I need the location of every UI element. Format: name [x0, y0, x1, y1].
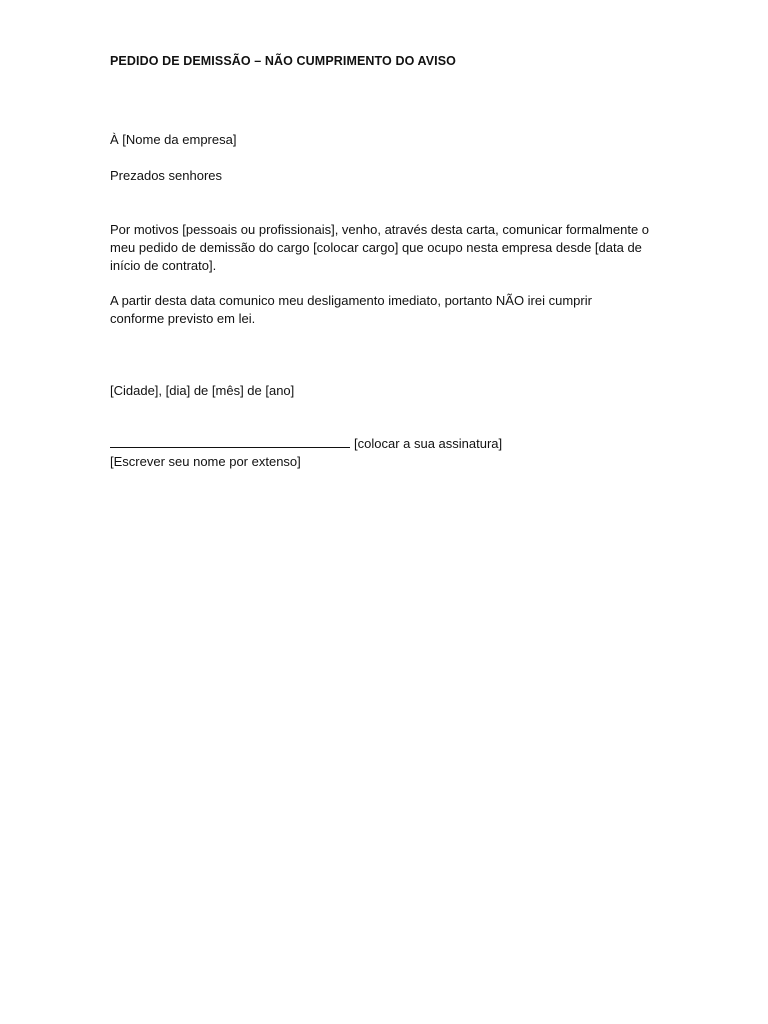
paragraph-2-line-1: A partir desta data comunico meu desligamento imediato, portanto NÃO irei cumprir	[110, 293, 592, 308]
place-date-line: [Cidade], [dia] de [mês] de [ano]	[110, 383, 295, 398]
document-title: PEDIDO DE DEMISSÃO – NÃO CUMPRIMENTO DO AVISO	[110, 54, 456, 68]
greeting-line: Prezados senhores	[110, 168, 223, 183]
signature-rule	[110, 435, 350, 448]
recipient-line: À [Nome da empresa]	[110, 132, 237, 147]
full-name-line: [Escrever seu nome por extenso]	[110, 454, 301, 469]
signature-line	[110, 435, 502, 453]
paragraph-1-line-2: meu pedido de demissão do cargo [colocar cargo] que ocupo nesta empresa desde [data de	[110, 240, 642, 255]
paragraph-1-line-1: Por motivos [pessoais ou profissionais], venho, através desta carta, comunicar formalmente o	[110, 222, 650, 237]
paragraph-2-line-2: conforme previsto em lei.	[110, 311, 256, 326]
signature-label: [colocar a sua assinatura]	[354, 436, 503, 451]
paragraph-1-line-3: início de contrato].	[110, 258, 217, 273]
